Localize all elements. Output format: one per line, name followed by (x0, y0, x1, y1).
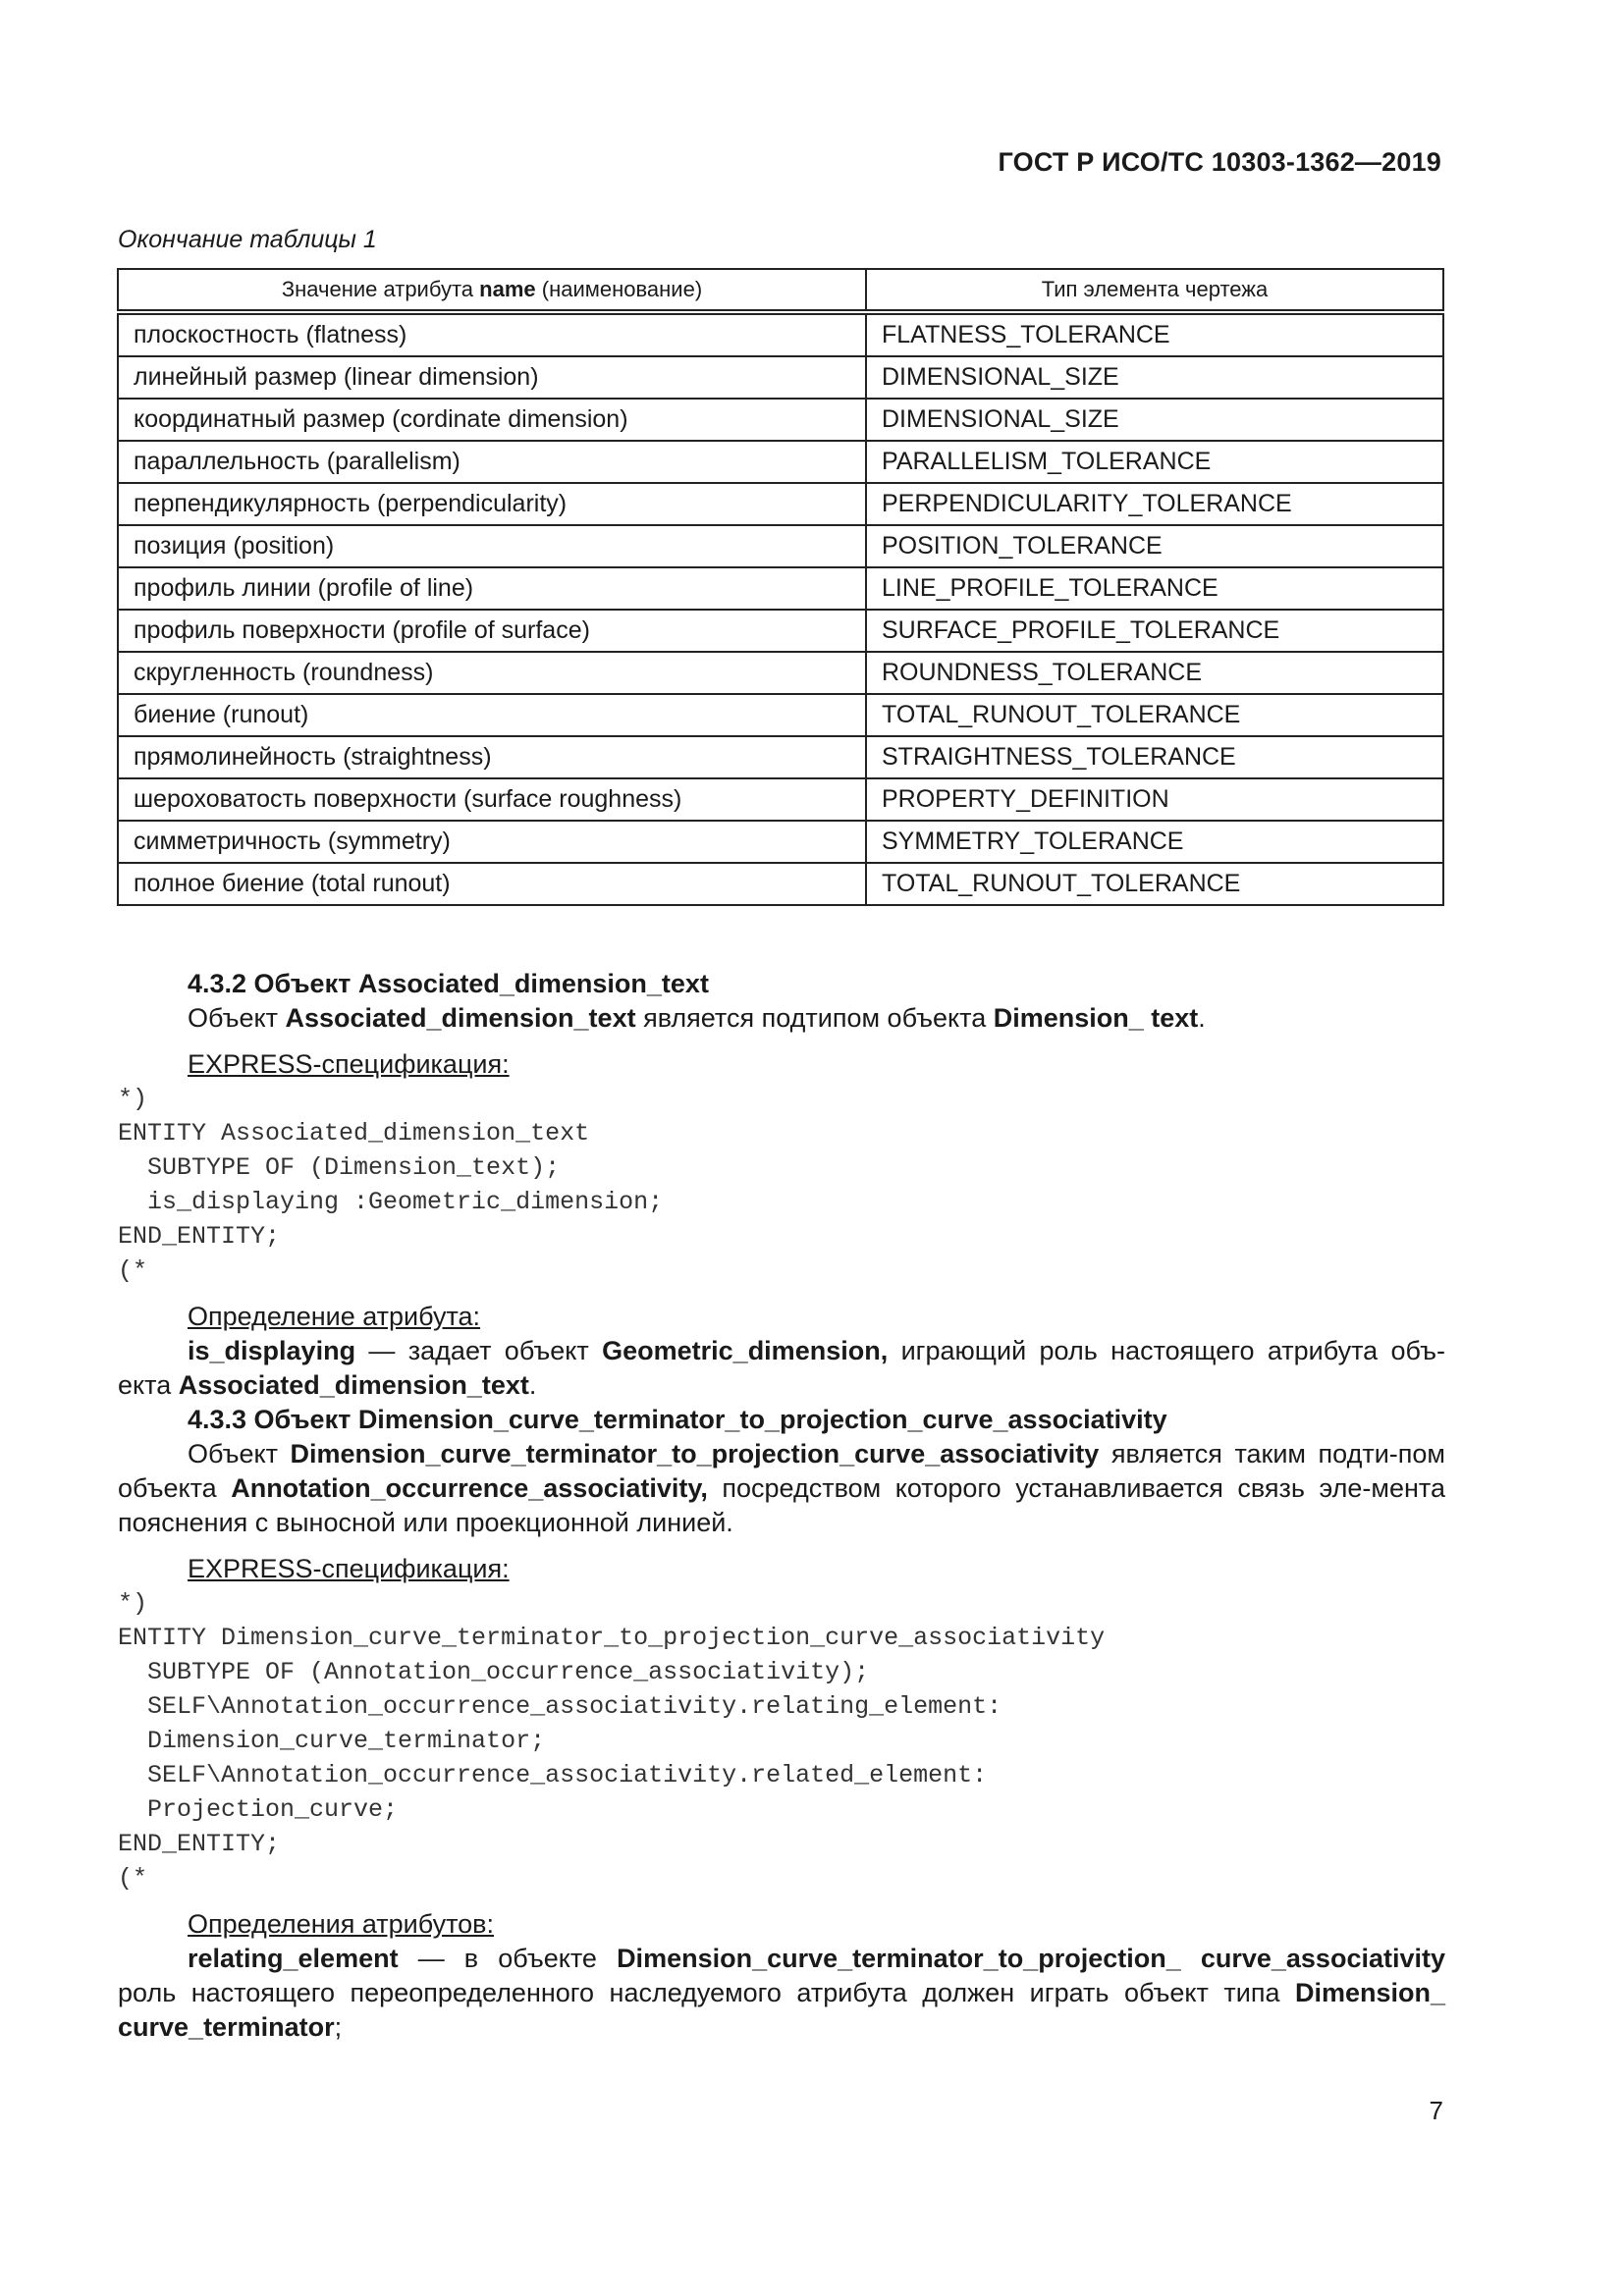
document-standard-header: ГОСТ Р ИСО/ТС 10303-1362—2019 (998, 147, 1441, 177)
drawing-element-type-cell: POSITION_TOLERANCE (866, 525, 1443, 567)
express-code-4-3-2: *) ENTITY Associated_dimension_text SUBTYPE OF (Dimension_text); is_displaying :Geometric_dimension; END_ENTITY; (* (118, 1085, 664, 1285)
attribute-name-cell: шероховатость поверхности (surface roughness) (118, 778, 866, 821)
drawing-element-type-cell: TOTAL_RUNOUT_TOLERANCE (866, 694, 1443, 736)
section-heading-4-3-2: 4.3.2 Объект Associated_dimension_text (188, 969, 709, 998)
attribute-name-cell: биение (runout) (118, 694, 866, 736)
drawing-element-type-cell: SYMMETRY_TOLERANCE (866, 821, 1443, 863)
table-row (118, 778, 1443, 821)
attribute-name-cell: прямолинейность (straightness) (118, 736, 866, 778)
table-row (118, 399, 1443, 441)
column-header-type: Тип элемента чертежа (866, 269, 1443, 312)
attribute-name-cell: полное биение (total runout) (118, 863, 866, 905)
drawing-element-type-cell: FLATNESS_TOLERANCE (866, 312, 1443, 356)
paragraph-4-3-2: Объект Associated_dimension_text является подтипом объекта Dimension_ text. (188, 1003, 1206, 1033)
drawing-element-type-cell: PARALLELISM_TOLERANCE (866, 441, 1443, 483)
attribute-name-cell: координатный размер (cordinate dimension) (118, 399, 866, 441)
attribute-name-cell: скругленность (roundness) (118, 652, 866, 694)
table-row (118, 567, 1443, 610)
table-row (118, 610, 1443, 652)
drawing-element-type-cell: ROUNDNESS_TOLERANCE (866, 652, 1443, 694)
attribute-label-4-3-3: Определения атрибутов: (188, 1909, 495, 1939)
table-row (118, 525, 1443, 567)
table-row (118, 736, 1443, 778)
document-body (118, 967, 1445, 2045)
table-caption: Окончание таблицы 1 (118, 226, 377, 253)
table-header-row (118, 269, 1443, 312)
table-row (118, 821, 1443, 863)
attribute-name-cell: профиль линии (profile of line) (118, 567, 866, 610)
table-row (118, 694, 1443, 736)
drawing-element-type-cell: STRAIGHTNESS_TOLERANCE (866, 736, 1443, 778)
drawing-element-type-cell: SURFACE_PROFILE_TOLERANCE (866, 610, 1443, 652)
section-heading-4-3-3: 4.3.3 Объект Dimension_curve_terminator_to_projection_curve_associativity (188, 1405, 1167, 1434)
drawing-element-type-cell: PROPERTY_DEFINITION (866, 778, 1443, 821)
drawing-element-type-cell: TOTAL_RUNOUT_TOLERANCE (866, 863, 1443, 905)
drawing-element-type-cell: DIMENSIONAL_SIZE (866, 356, 1443, 399)
drawing-element-type-cell: DIMENSIONAL_SIZE (866, 399, 1443, 441)
express-label-4-3-3: EXPRESS-спецификация: (188, 1554, 510, 1583)
attribute-name-cell: плоскостность (flatness) (118, 312, 866, 356)
attribute-name-cell: перпендикулярность (perpendicularity) (118, 483, 866, 525)
attribute-definition-4-3-2: is_displaying — задает объект Geometric_dimension, играющий роль настоящего атрибута объ-екта Associated_dimension_text. (118, 1336, 1445, 1400)
table-row (118, 441, 1443, 483)
attribute-name-cell: параллельность (parallelism) (118, 441, 866, 483)
attribute-name-cell: профиль поверхности (profile of surface) (118, 610, 866, 652)
express-label-4-3-2: EXPRESS-спецификация: (188, 1049, 510, 1079)
drawing-element-type-cell: PERPENDICULARITY_TOLERANCE (866, 483, 1443, 525)
attribute-name-cell: позиция (position) (118, 525, 866, 567)
attribute-definition-4-3-3: relating_element — в объекте Dimension_curve_terminator_to_projection_ curve_associativity роль настоящего переопределенного наследуемого атрибута должен играть объект типа Dimension_ curve_terminator; (118, 1944, 1445, 2042)
table-row (118, 652, 1443, 694)
express-code-4-3-3: *) ENTITY Dimension_curve_terminator_to_projection_curve_associativity SUBTYPE OF (Annotation_occurrence_associativity); SELF\Annotation_occurrence_associativity.relating_element: Dimension_curve_terminator; SELF\Annotation_occurrence_associativity.related_element: Projection_curve; END_ENTITY; (* (118, 1589, 1106, 1893)
paragraph-4-3-3: Объект Dimension_curve_terminator_to_projection_curve_associativity является таким подти-пом объекта Annotation_occurrence_associativity, посредством которого устанавливается связь эле-мента пояснения с выносной или проекционной линией. (118, 1439, 1445, 1537)
page-number: 7 (1429, 2096, 1443, 2125)
table-row (118, 312, 1443, 356)
column-header-name: Значение атрибута name (наименование) (118, 269, 866, 312)
table-row (118, 483, 1443, 525)
attribute-label-4-3-2: Определение атрибута: (188, 1302, 481, 1331)
drawing-element-type-cell: LINE_PROFILE_TOLERANCE (866, 567, 1443, 610)
table-row (118, 356, 1443, 399)
attribute-name-cell: линейный размер (linear dimension) (118, 356, 866, 399)
attribute-table (117, 268, 1444, 906)
attribute-name-cell: симметричность (symmetry) (118, 821, 866, 863)
table-row (118, 863, 1443, 905)
